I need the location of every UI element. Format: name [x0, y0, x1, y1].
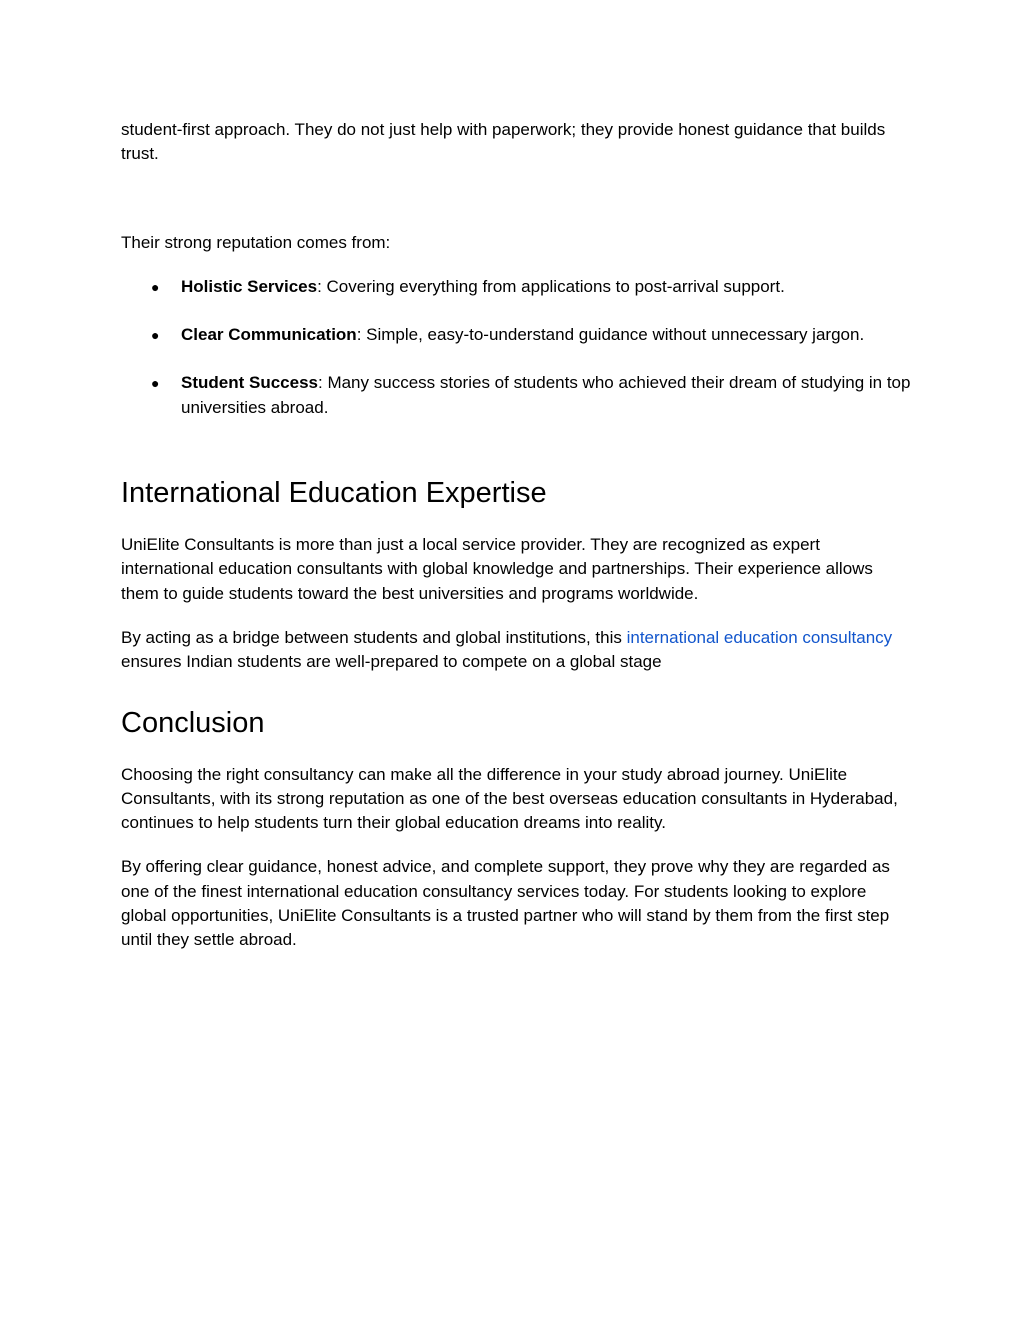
list-item-desc: : Covering everything from applications to post-arrival support.: [317, 276, 785, 296]
list-item: [121, 275, 911, 299]
conclusion-heading: Conclusion: [121, 706, 265, 739]
expertise-heading: International Education Expertise: [121, 477, 547, 510]
bullet-icon: ●: [151, 278, 160, 295]
expertise-paragraph-1: UniElite Consultants is more than just a local service provider. They are recognized as expert international education consultants with global knowledge and partnerships. Their experience allows them to guide students toward the best universities and programs worldwide.: [121, 535, 873, 603]
list-item-term: Student Success: [181, 373, 318, 393]
expertise-paragraph-2: [121, 626, 911, 675]
list-item: [121, 323, 911, 347]
list-item-desc: : Simple, easy-to-understand guidance without unnecessary jargon.: [356, 325, 865, 345]
conclusion-paragraph-1: Choosing the right consultancy can make all the difference in your study abroad journey. UniElite Consultants, with its strong reputation as one of the best overseas education consultants in Hyderabad, continues to help students turn their global education dreams into reality.: [121, 764, 898, 833]
reputation-lead: Their strong reputation comes from:: [121, 232, 391, 252]
conclusion-paragraph-2: By offering clear guidance, honest advice, and complete support, they prove why they are regarded as one of the finest international education consultancy services today. For students looking to explore global opportunities, UniElite Consultants is a trusted partner who will stand by them from the first step until they settle abroad.: [121, 857, 890, 950]
expertise-paragraph-2-tail: ensures Indian students are well-prepared to compete on a global stage: [121, 652, 662, 672]
bullet-icon: ●: [151, 327, 160, 344]
list-item-desc: : Many success stories of students who achieved their dream of studying in top universities abroad.: [181, 373, 911, 417]
bullet-icon: ●: [151, 375, 160, 392]
list-item-term: Holistic Services: [181, 276, 318, 296]
consultancy-link[interactable]: international education consultancy: [626, 627, 893, 647]
list-item-term: Clear Communication: [181, 325, 357, 345]
document-page: [121, 118, 911, 953]
list-item: [121, 371, 911, 420]
intro-paragraph: student-first approach. They do not just help with paperwork; they provide honest guidance that builds trust.: [121, 120, 886, 164]
expertise-paragraph-2-lead: By acting as a bridge between students and global institutions, this: [121, 627, 627, 647]
reputation-list: [121, 275, 911, 420]
